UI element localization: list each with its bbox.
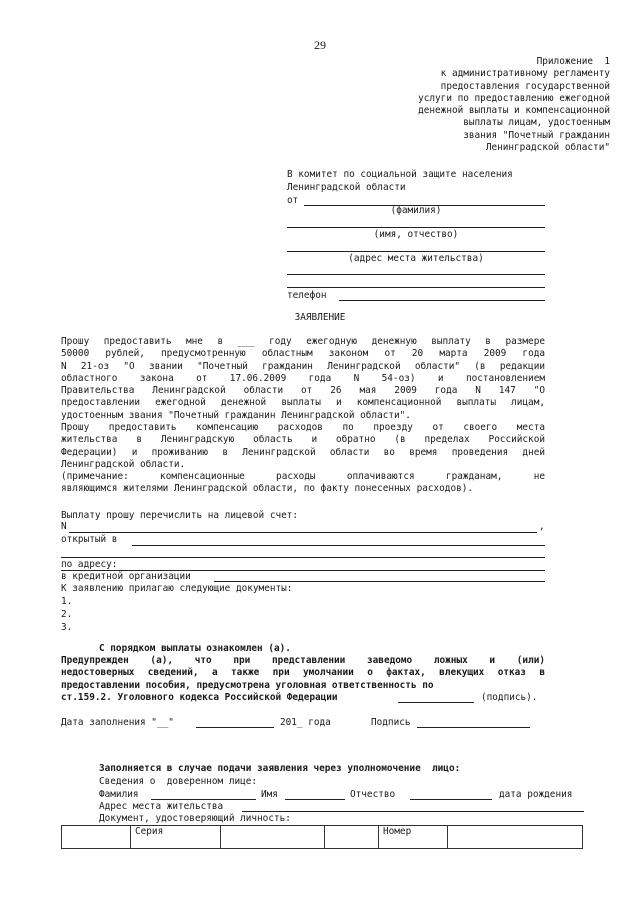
phone-field[interactable] xyxy=(339,300,545,301)
proxy-document-label: Документ, удостоверяющий личность: xyxy=(99,813,291,824)
account-n-label: N xyxy=(61,521,67,532)
proxy-patronymic-label: Отчество xyxy=(350,789,396,800)
surname-caption: (фамилия) xyxy=(390,205,442,216)
account-comma: , xyxy=(539,521,545,532)
p2-line-1: Прошу предоставить компенсацию расходов по проезду от своего места xyxy=(61,422,545,433)
acknowledged-line: С порядком выплаты ознакомлен (а). xyxy=(99,643,291,654)
warning-line-2: недостоверных сведений, а также при умолчании о фактах, влекущих отказ в xyxy=(61,667,545,679)
proxy-document-table xyxy=(61,825,583,849)
page-number: 29 xyxy=(314,38,326,52)
appendix-line-5: денежной выплаты и компенсационной xyxy=(418,105,610,117)
fill-signature-label: Подпись xyxy=(371,717,411,728)
warning-signature-caption: (подпись). xyxy=(481,692,538,703)
appendix-line-7: звания "Почетный гражданин xyxy=(463,129,610,141)
opened-field[interactable] xyxy=(132,545,545,546)
table-number-label: Номер xyxy=(379,826,448,849)
proxy-surname-label: Фамилия xyxy=(99,789,139,800)
p1-line-3: N 21-оз "О звании "Почетный гражданин Ленинградской области" (в редакции xyxy=(61,360,545,372)
from-label: от xyxy=(287,195,299,206)
address-field-1[interactable] xyxy=(287,274,545,275)
body-paragraph-1 xyxy=(61,336,545,422)
warning-signature-field[interactable] xyxy=(398,702,474,703)
appendix-line-2: к административному регламенту xyxy=(440,68,610,80)
body-paragraph-3 xyxy=(61,471,545,496)
name-field[interactable] xyxy=(287,251,545,252)
proxy-address-field[interactable] xyxy=(242,811,584,812)
p2-line-2: жительства в Ленинградскую область и обратно (в пределах Российской xyxy=(61,434,545,446)
fill-date-year: 201_ года xyxy=(280,717,331,728)
opened-label: открытый в xyxy=(61,534,118,545)
proxy-info-label: Сведения о доверенном лице: xyxy=(99,776,258,787)
name-caption: (имя, отчество) xyxy=(373,229,459,240)
table-series-value-2[interactable] xyxy=(325,826,379,849)
address-caption: (адрес места жительства) xyxy=(348,253,484,264)
credit-org-label: в кредитной организации xyxy=(61,571,191,582)
fill-signature-field[interactable] xyxy=(417,727,530,728)
appendix-block xyxy=(418,56,610,154)
p2-line-4: Ленинградской области. xyxy=(61,458,186,470)
appendix-line-6: выплаты лицам, удостоенным xyxy=(463,117,610,129)
payment-intro: Выплату прошу перечислить на лицевой счет: xyxy=(61,510,299,521)
proxy-birth-label: дата рождения xyxy=(499,789,573,800)
address-field-2[interactable] xyxy=(287,287,545,288)
p1-line-1: Прошу предоставить мне в ___ году ежегодную денежную выплату в размере xyxy=(61,336,545,347)
appendix-line-1: Приложение 1 xyxy=(536,56,610,67)
surname-extra-line[interactable] xyxy=(287,227,545,228)
account-number-field[interactable] xyxy=(69,532,537,533)
warning-paragraph xyxy=(61,655,545,692)
phone-label: телефон xyxy=(287,290,327,301)
table-series-value[interactable] xyxy=(221,826,325,849)
attachments-label: К заявлению прилагаю следующие документы: xyxy=(61,583,293,594)
attachment-item-2: 2. xyxy=(61,609,73,620)
criminal-code-reference: ст.159.2. Уголовного кодекса Российской Федерации xyxy=(61,692,338,703)
proxy-name-field[interactable] xyxy=(285,799,345,800)
table-blank-cell[interactable] xyxy=(62,826,131,849)
p1-line-7: удостоенным звания "Почетный гражданин Ленинградской области". xyxy=(61,409,411,421)
document-title: ЗАЯВЛЕНИЕ xyxy=(294,312,346,323)
p3-line-2: являющимся жителями Ленинградской области, по факту понесенных расходов). xyxy=(61,483,474,495)
fill-date-month-field[interactable] xyxy=(196,727,274,728)
appendix-line-8: Ленинградской области" xyxy=(485,142,610,154)
proxy-name-label: Имя xyxy=(261,789,278,800)
opened-field-2[interactable] xyxy=(61,557,545,558)
table-number-value[interactable] xyxy=(448,826,583,849)
p3-line-1: (примечание: компенсационные расходы оплачиваются гражданам, не xyxy=(61,471,545,482)
bank-address-label: по адресу: xyxy=(61,559,118,570)
p2-line-3: Федерации) и проживанию в Ленинградской области во время проведения дней xyxy=(61,446,545,458)
addressee-line-2: Ленинградской области xyxy=(287,182,406,193)
proxy-address-label: Адрес места жительства xyxy=(99,801,224,812)
warning-line-1: Предупрежден (а), что при представлении заведомо ложных и (или) xyxy=(61,655,545,666)
p1-line-2: 50000 рублей, предусмотренную областным законом от 20 марта 2009 года xyxy=(61,348,545,360)
p1-line-6: предоставлении ежегодной денежной выплаты и компенсационной выплаты лицам, xyxy=(61,397,545,409)
attachment-item-3: 3. xyxy=(61,622,73,633)
body-paragraph-2 xyxy=(61,422,545,471)
p1-line-4: областного закона от 17.06.2009 года N 54-оз) и постановлением xyxy=(61,372,545,384)
appendix-line-3: предоставления государственной xyxy=(440,80,610,92)
proxy-patronymic-field[interactable] xyxy=(410,799,492,800)
addressee-line-1: В комитет по социальной защите населения xyxy=(287,169,513,180)
proxy-heading: Заполняется в случае подачи заявления через уполномочение лицо: xyxy=(99,763,461,774)
attachment-item-1: 1. xyxy=(61,596,73,607)
table-series-label: Серия xyxy=(131,826,221,849)
p1-line-5: Правительства Ленинградской области от 26 мая 2009 года N 147 "О xyxy=(61,385,545,397)
warning-line-3: предоставлении пособия, предусмотрена уголовная ответственность по xyxy=(61,679,434,691)
fill-date-label: Дата заполнения "__" xyxy=(61,717,174,728)
appendix-line-4: услуги по предоставлению ежегодной xyxy=(418,92,610,104)
